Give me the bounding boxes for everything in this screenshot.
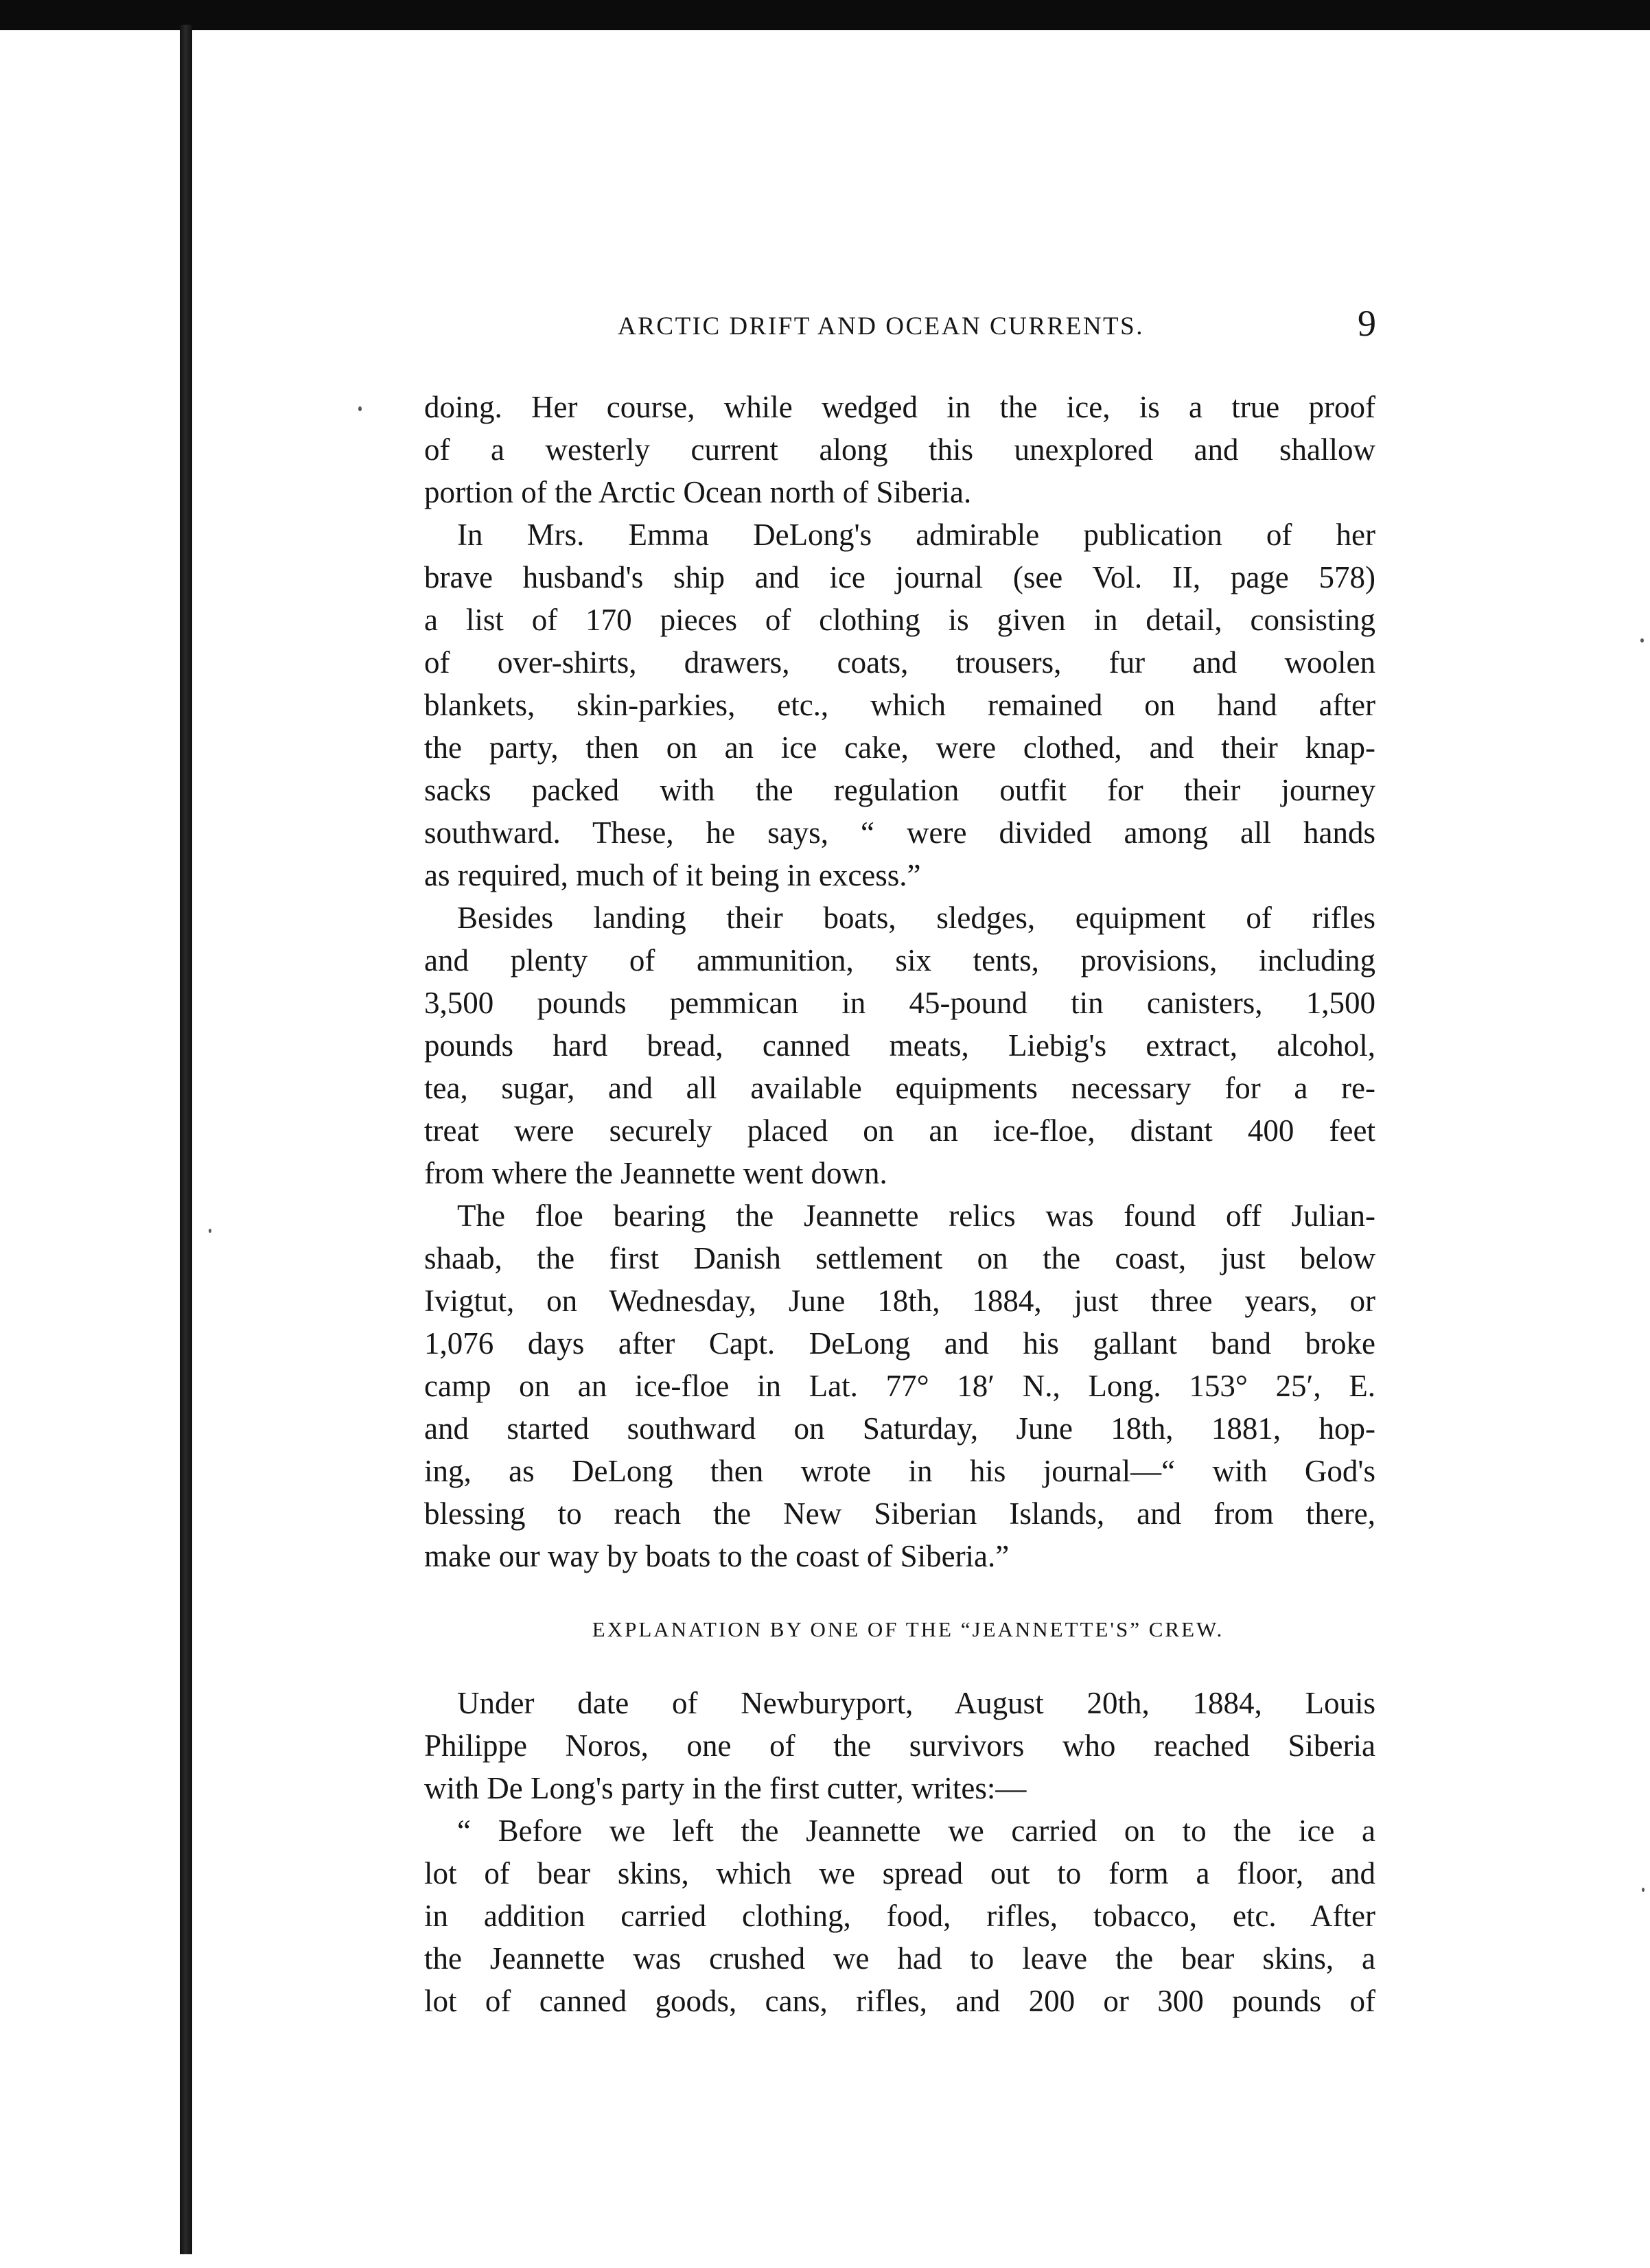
text-line: In Mrs. Emma DeLong's admirable publication of her xyxy=(457,518,1375,552)
text-line: camp on an ice-floe in Lat. 77° 18′ N., Long. 153° 25′, E. xyxy=(424,1369,1375,1403)
text-line: lot of bear skins, which we spread out to form a floor, and xyxy=(424,1856,1375,1890)
text-line: from where the Jeannette went down. xyxy=(424,1156,887,1190)
text-line: treat were securely placed on an ice-floe, distant 400 feet xyxy=(424,1113,1375,1148)
text-line: and started southward on Saturday, June 18th, 1881, hop- xyxy=(424,1411,1375,1446)
text-line: of over-shirts, drawers, coats, trousers, fur and woolen xyxy=(424,645,1375,680)
scan-speck xyxy=(209,1229,211,1233)
text-line: ing, as DeLong then wrote in his journal—“ with God's xyxy=(424,1454,1375,1488)
text-line: pounds hard bread, canned meats, Liebig's extract, alcohol, xyxy=(424,1028,1375,1063)
text-line: doing. Her course, while wedged in the ice, is a true proof xyxy=(424,390,1375,424)
text-line: 3,500 pounds pemmican in 45-pound tin canisters, 1,500 xyxy=(424,986,1375,1020)
text-line: make our way by boats to the coast of Siberia.” xyxy=(424,1539,1010,1573)
text-line: with De Long's party in the first cutter, writes:— xyxy=(424,1771,1027,1805)
text-line: Ivigtut, on Wednesday, June 18th, 1884, just three years, or xyxy=(424,1284,1375,1318)
text-line: lot of canned goods, cans, rifles, and 200 or 300 pounds of xyxy=(424,1984,1375,2018)
text-line: southward. These, he says, “ were divided among all hands xyxy=(424,815,1375,850)
scan-speck xyxy=(358,406,362,411)
text-line: the Jeannette was crushed we had to leave the bear skins, a xyxy=(424,1941,1375,1976)
scan-top-border xyxy=(0,0,1650,30)
text-line: a list of 170 pieces of clothing is given in detail, consisting xyxy=(424,603,1375,637)
text-line: shaab, the first Danish settlement on the coast, just below xyxy=(424,1241,1375,1275)
text-line: Under date of Newburyport, August 20th, 1884, Louis xyxy=(457,1686,1375,1720)
text-line: blessing to reach the New Siberian Islands, and from there, xyxy=(424,1496,1375,1531)
scan-bottom-margin xyxy=(0,2254,1650,2268)
page-body xyxy=(424,386,1375,2022)
page-header xyxy=(426,302,1386,350)
text-line: in addition carried clothing, food, rifles, tobacco, etc. After xyxy=(424,1899,1375,1933)
text-line: The floe bearing the Jeannette relics was found off Julian- xyxy=(457,1199,1375,1233)
text-line: Philippe Noros, one of the survivors who reached Siberia xyxy=(424,1728,1375,1763)
text-line: Besides landing their boats, sledges, equipment of rifles xyxy=(457,901,1375,935)
text-line: brave husband's ship and ice journal (see Vol. II, page 578) xyxy=(424,560,1375,594)
text-line: portion of the Arctic Ocean north of Siberia. xyxy=(424,475,972,509)
text-line: as required, much of it being in excess.” xyxy=(424,858,921,892)
facing-page-margin xyxy=(0,30,178,2268)
text-line: and plenty of ammunition, six tents, provisions, including xyxy=(424,943,1375,977)
scan-speck xyxy=(1642,1888,1645,1892)
running-head: ARCTIC DRIFT AND OCEAN CURRENTS. xyxy=(618,312,1144,340)
text-line: sacks packed with the regulation outfit for their journey xyxy=(424,773,1375,807)
section-heading: EXPLANATION BY ONE OF THE “JEANNETTE'S” CREW. xyxy=(592,1617,1224,1641)
text-line: blankets, skin-parkies, etc., which remained on hand after xyxy=(424,688,1375,722)
text-line: “ Before we left the Jeannette we carried on to the ice a xyxy=(457,1814,1375,1848)
book-binding-edge xyxy=(180,25,192,2268)
text-line: the party, then on an ice cake, were clothed, and their knap- xyxy=(424,730,1375,765)
page-number: 9 xyxy=(1358,303,1376,344)
text-line: of a westerly current along this unexplored and shallow xyxy=(424,432,1375,467)
scan-speck xyxy=(1640,638,1644,643)
text-line: 1,076 days after Capt. DeLong and his gallant band broke xyxy=(424,1326,1375,1361)
text-line: tea, sugar, and all available equipments necessary for a re- xyxy=(424,1071,1375,1105)
